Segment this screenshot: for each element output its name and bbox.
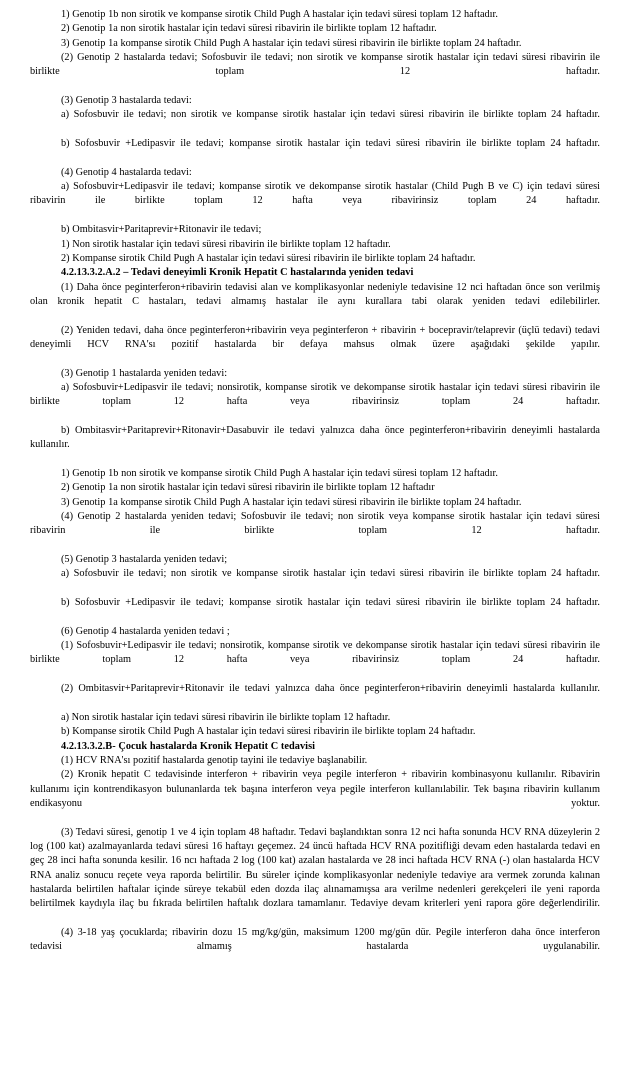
paragraph-genotip-2-tedavi: (2) Genotip 2 hastalarda tedavi; Sofosbuvir ile tedavi; non sirotik ve kompanse sirotik hastalar için tedavi süresi ribavirin ile birlikte toplam 12 haftadır. — [30, 52, 600, 78]
paragraph-cocuk-1-hcv-rna: (1) HCV RNA'sı pozitif hastalarda genotip tayini ile tedaviye başlanabilir. — [61, 754, 368, 766]
paragraph-yeniden-genotip-4-b: b) Kompanse sirotik Child Pugh A hastalar için tedavi süresi ribavirin ile birlikte toplam 24 haftadır. — [61, 726, 476, 738]
paragraph-yeniden-tedavi-2: (2) Yeniden tedavi, daha önce peginterferon+ribavirin veya peginterferon + ribavirin + bocepravir/telaprevir (üçlü tedavi) tedavi deneyimli HCV RNA'sı pozitif hastalarda bir defaya mahsus olmak üzere aşağıdaki şekilde yapılır. — [30, 324, 600, 350]
paragraph-yeniden-genotip-4-1: (1) Sofosbuvir+Ledipasvir ile tedavi; nonsirotik, kompanse sirotik ve dekompanse sirotik hastalar için tedavi süresi ribavirin ile birlikte toplam 12 hafta veya ribavirinsiz toplam 24 haftadır. — [30, 640, 600, 666]
paragraph-cocuk-3-tedavi-suresi: (3) Tedavi süresi, genotip 1 ve 4 için toplam 48 haftadır. Tedavi başlandıktan sonra 12 nci hafta sonunda HCV RNA düzeylerin 2 log (100 kat) azalmayanlarda tedavi süresi 16 haftayı geçemez. 24 üncü haftada HCV RNA pozitifliği devam eden hastalarda tedavi en geç 28 inci hafta sonunda kesilir. 16 ncı haftada 2 log (100 kat) azalan hastalarda ve 28 inci haftada HCV RNA (-) olan hastalarda HCV RNA analiz sonucu reçete veya raporda belirtilir. Bu süreler içinde komplikasyonlar nedeniyle tedaviye ara vermek zorunda kalınan hastalarda belirtilen haftalar içinde süreye tekabül eden dozda ilaç alınamamışsa ara verilme nedenleri gerekçeleri ile yeni raporda belirtilmek kaydıyla ilaç bu fıkrada belirtilen haftalık dozlara tamamlanır. Tedaviye devam kriterleri yeni rapora göre değerlendirilir. — [30, 826, 600, 910]
paragraph-genotip-4-b-1-non-sirotik: 1) Non sirotik hastalar için tedavi süresi ribavirin ile birlikte toplam 12 haftadır. — [61, 238, 391, 250]
paragraph-yeniden-genotip-3-a: a) Sofosbuvir ile tedavi; non sirotik ve kompanse sirotik hastalar için tedavi süresi ribavirin ile birlikte toplam 24 haftadır. — [61, 568, 600, 580]
paragraph-yeniden-genotip-1-b: b) Ombitasvir+Paritaprevir+Ritonavir+Dasabuvir ile tedavi yalnızca daha önce peginterferon+ribavirin deneyimli hastalarda kullanılır. — [30, 424, 600, 451]
paragraph-yeniden-genotip-3-b: b) Sofosbuvir +Ledipasvir ile tedavi; kompanse sirotik hastalar için tedavi süresi ribavirin ile birlikte toplam 24 haftadır. — [61, 597, 600, 609]
paragraph-genotip-3-tedavi-baslik: (3) Genotip 3 hastalarda tedavi: — [61, 95, 192, 107]
paragraph-yeniden-genotip-4-a: a) Non sirotik hastalar için tedavi süresi ribavirin ile birlikte toplam 12 haftadır. — [61, 711, 391, 723]
paragraph-genotip-4-tedavi-baslik: (4) Genotip 4 hastalarda tedavi: — [61, 166, 192, 178]
paragraph-genotip-1a-kompanse: 3) Genotip 1a kompanse sirotik Child Pugh A hastalar için tedavi süresi ribavirin ile birlikte toplam 24 haftadır. — [61, 37, 522, 49]
paragraph-yeniden-genotip-1b-non-sirotik: 1) Genotip 1b non sirotik ve kompanse sirotik Child Pugh A hastalar için tedavi süresi toplam 12 haftadır. — [61, 468, 498, 479]
paragraph-genotip-3-a-sofosbuvir: a) Sofosbuvir ile tedavi; non sirotik ve kompanse sirotik hastalar için tedavi süresi ribavirin ile birlikte toplam 24 haftadır. — [61, 109, 600, 121]
paragraph-genotip-1a-non-sirotik: 2) Genotip 1a non sirotik hastalar için tedavi süresi ribavirin ile birlikte toplam 12 haftadır. — [61, 23, 437, 35]
paragraph-yeniden-genotip-2: (4) Genotip 2 hastalarda yeniden tedavi; Sofosbuvir ile tedavi; non sirotik veya kompanse sirotik hastalar için tedavi süresi ribavirin ile birlikte toplam 12 haftadır. — [30, 511, 600, 537]
paragraph-genotip-4-b-ombitasvir: b) Ombitasvir+Paritaprevir+Ritonavir ile tedavi; — [61, 224, 262, 236]
paragraph-yeniden-genotip-1a-non-sirotik: 2) Genotip 1a non sirotik hastalar için tedavi süresi ribavirin ile birlikte toplam 12 haftadır — [61, 482, 435, 494]
paragraph-genotip-3-b-ledipasvir: b) Sofosbuvir +Ledipasvir ile tedavi; kompanse sirotik hastalar için tedavi süresi ribavirin ile birlikte toplam 24 haftadır. — [61, 138, 600, 150]
paragraph-genotip-1b-tedavi: 1) Genotip 1b non sirotik ve kompanse sirotik Child Pugh A hastalar için tedavi süresi toplam 12 haftadır. — [61, 9, 498, 20]
heading-cocuk-hastalarda-tedavi: 4.2.13.3.2.B- Çocuk hastalarda Kronik Hepatit C tedavisi — [61, 740, 316, 752]
paragraph-yeniden-genotip-4-2: (2) Ombitasvir+Paritaprevir+Ritonavir ile tedavi yalnızca daha önce peginterferon+ribavirin deneyimli hastalarda kullanılır. — [61, 683, 600, 695]
paragraph-yeniden-genotip-3-baslik: (5) Genotip 3 hastalarda yeniden tedavi; — [61, 554, 228, 566]
paragraph-yeniden-genotip-1a-kompanse: 3) Genotip 1a kompanse sirotik Child Pugh A hastalar için tedavi süresi ribavirin ile birlikte toplam 24 haftadır. — [61, 496, 522, 508]
paragraph-genotip-4-a-ledipasvir: a) Sofosbuvir+Ledipasvir ile tedavi; kompanse sirotik ve dekompanse sirotik hastalar (Child Pugh B ve C) için tedavi süresi ribavirin ile birlikte toplam 12 hafta veya ribavirinsiz toplam 24 haftadır. — [30, 181, 600, 207]
paragraph-cocuk-4-doz: (4) 3-18 yaş çocuklarda; ribavirin dozu 15 mg/kg/gün, maksimum 1200 mg/gün dür. Pegile interferon daha önce interferon tedavisi almamış hastalarda uygulanabilir. — [30, 927, 600, 953]
paragraph-yeniden-genotip-4-baslik: (6) Genotip 4 hastalarda yeniden tedavi ; — [61, 625, 230, 637]
paragraph-yeniden-genotip-1-baslik: (3) Genotip 1 hastalarda yeniden tedavi: — [61, 367, 228, 379]
paragraph-yeniden-tedavi-1: (1) Daha önce peginterferon+ribavirin tedavisi alan ve komplikasyonlar nedeniyle tedavisine 12 nci haftadan önce son verilmiş olan kronik hepatit C hastaları, tedavi almamış hastalar ile aynı kurallara tabi olarak yeniden tedavi edilebilirler. — [30, 281, 600, 307]
paragraph-genotip-4-b-2-kompanse: 2) Kompanse sirotik Child Pugh A hastalar için tedavi süresi ribavirin ile birlikte toplam 24 haftadır. — [61, 252, 476, 264]
document-text-body — [30, 8, 600, 969]
paragraph-cocuk-2-kombinasyon: (2) Kronik hepatit C tedavisinde interferon + ribavirin veya pegile interferon + ribavirin kombinasyonu kullanılır. Ribavirin kullanımı için kontrendikasyon bulunanlarda tek başına interferon veya pegile interferon kullanılabilir. Tek başına ribavirin kullanım endikasyonu yoktur. — [30, 769, 600, 809]
heading-tedavi-deneyimli-yeniden-tedavi: 4.2.13.3.2.A.2 – Tedavi deneyimli Kronik Hepatit C hastalarında yeniden tedavi — [61, 267, 414, 279]
paragraph-yeniden-genotip-1-a: a) Sofosbuvir+Ledipasvir ile tedavi; nonsirotik, kompanse sirotik ve dekompanse sirotik hastalar için tedavi süresi ribavirin ile birlikte toplam 12 hafta veya ribavirinsiz toplam 24 haftadır. — [30, 381, 600, 408]
